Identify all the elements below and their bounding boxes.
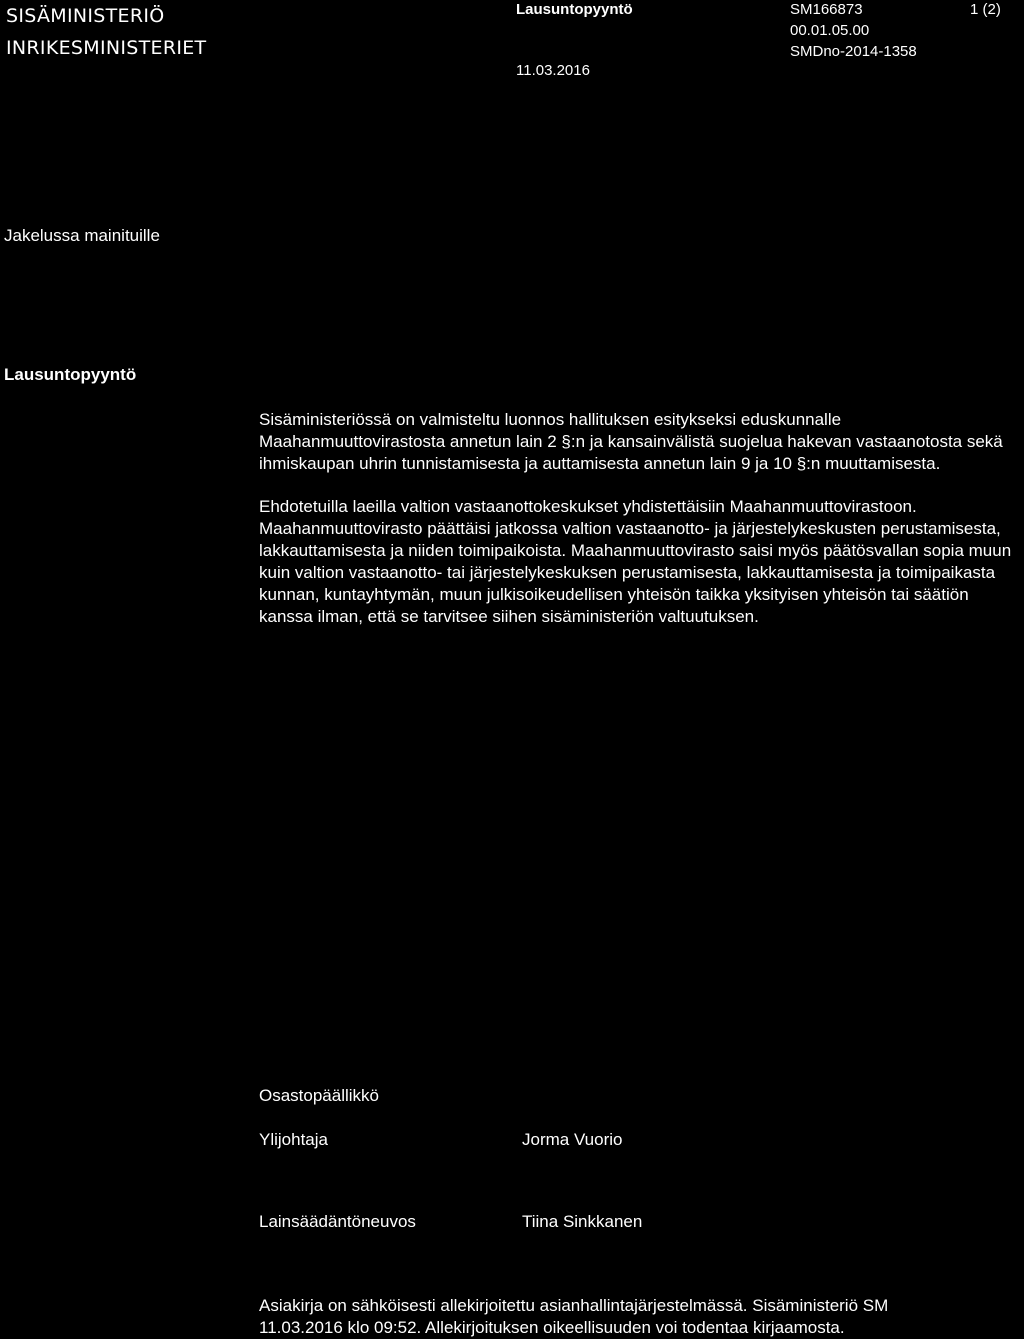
e-signature-note-line-2: 11.03.2016 klo 09:52. Allekirjoituksen oikeellisuuden voi todentaa kirjaamosta.: [259, 1318, 845, 1337]
subject-heading: Lausuntopyyntö: [4, 365, 137, 384]
e-signature-note-line-1: Asiakirja on sähköisesti allekirjoitettu asianhallintajärjestelmässä. Sisäministeriö SM: [259, 1296, 889, 1315]
signer-1-role: Ylijohtaja: [259, 1130, 328, 1149]
org-name-swedish: INRIKESMINISTERIET: [6, 37, 207, 59]
signer-1-name: Jorma Vuorio: [522, 1130, 623, 1149]
signer-2-name: Tiina Sinkkanen: [522, 1212, 643, 1231]
unit-title: Osastopäällikkö: [259, 1086, 380, 1105]
document-number: SM166873: [790, 1, 863, 18]
signer-2-role: Lainsäädäntöneuvos: [259, 1212, 416, 1231]
document-date: 11.03.2016: [516, 62, 590, 79]
case-number: SMDno-2014-1358: [790, 43, 917, 60]
page-indicator: 1 (2): [970, 1, 1001, 18]
recipient-line: Jakelussa mainituille: [4, 226, 160, 245]
body-text: [259, 409, 1021, 628]
archive-code: 00.01.05.00: [790, 22, 870, 39]
body-paragraph-2: Ehdotetuilla laeilla valtion vastaanottokeskukset yhdistettäisiin Maahanmuuttovirastoon. Maahanmuuttovirasto päättäisi jatkossa valtion vastaanotto- ja järjestelykeskusten perustamisesta, lakkauttamisesta ja niiden toimipaikoista. Maahanmuuttovirasto saisi myös päätösvallan sopia muun kuin valtion vastaanotto- tai järjestelykeskuksen perustamisesta, lakkauttamisesta ja toimipaikasta kunnan, kuntayhtymän, muun julkisoikeudellisen yhteisön taikka yksityisen yhteisön tai säätiön kanssa ilman, että se tarvitsee siihen sisäministeriön valtuutuksen.: [259, 497, 1012, 626]
org-name-finnish: SISÄMINISTERIÖ: [6, 5, 165, 27]
body-paragraph-1: Sisäministeriössä on valmisteltu luonnos hallituksen esitykseksi eduskunnalle Maahanmuuttovirastosta annetun lain 2 §:n ja kansainvälistä suojelua hakevan vastaanotosta sekä ihmiskaupan uhrin tunnistamisesta ja auttamisesta annetun lain 9 ja 10 §:n muuttamisesta.: [259, 410, 1003, 473]
document-type: Lausuntopyyntö: [516, 1, 633, 18]
